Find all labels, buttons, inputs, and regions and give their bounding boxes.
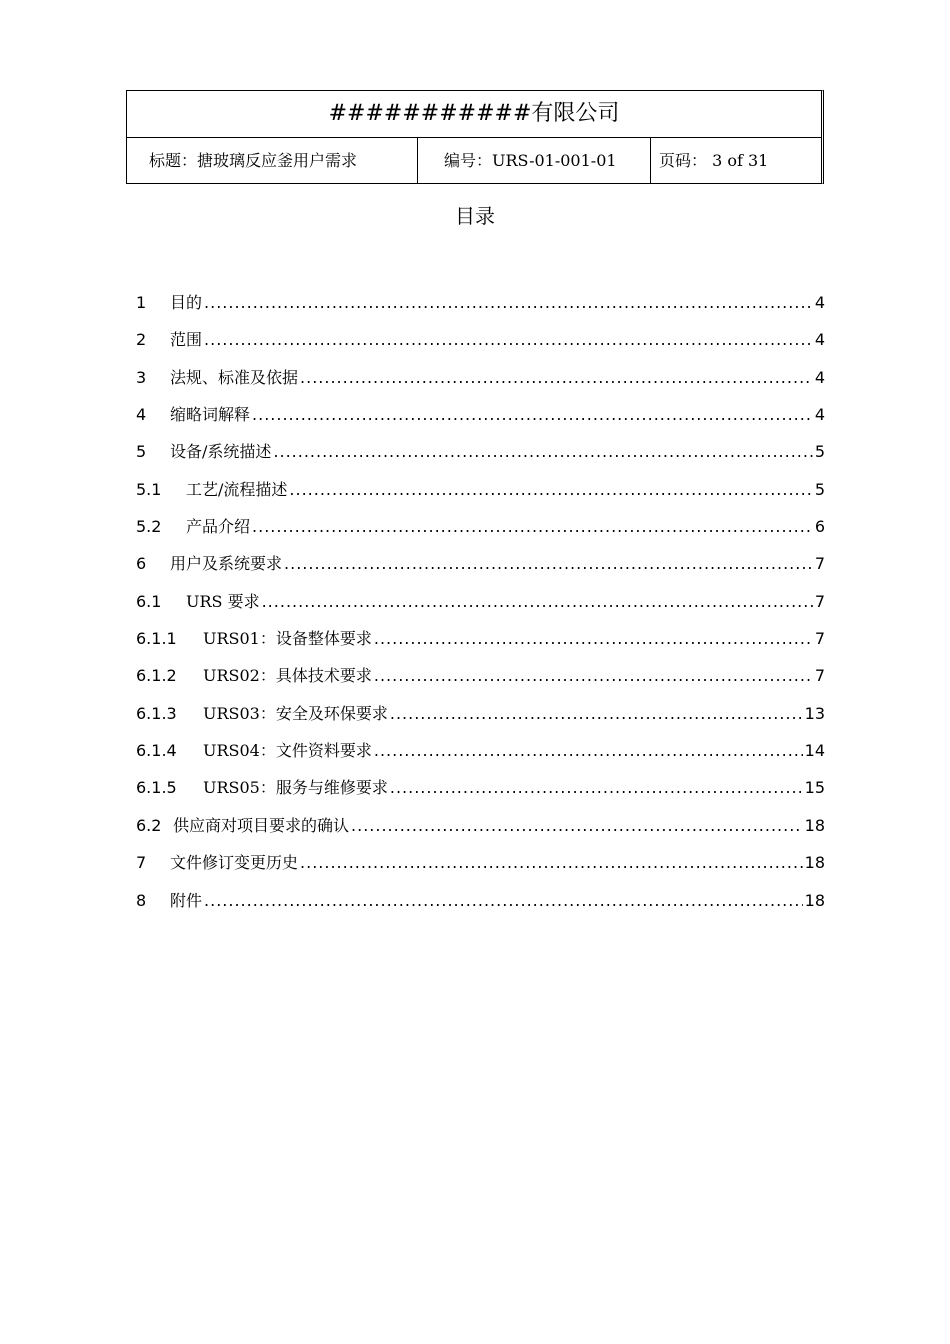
document-code: 编号：URS-01-001-01 bbox=[418, 138, 651, 184]
toc-entry-title: URS02：具体技术要求 bbox=[203, 666, 372, 686]
toc-leader-dots bbox=[262, 586, 813, 618]
toc-leader-dots bbox=[374, 623, 813, 655]
toc-entry-number: 8 bbox=[136, 890, 147, 910]
toc-entry-page: 7 bbox=[814, 666, 825, 686]
toc-entry-title: 供应商对项目要求的确认 bbox=[173, 815, 350, 835]
toc-entry-number: 6.1.5 bbox=[136, 778, 177, 798]
toc-leader-dots bbox=[300, 847, 803, 879]
toc-entry-number: 6.1.2 bbox=[136, 666, 177, 686]
toc-entry-title: 设备/系统描述 bbox=[170, 442, 272, 462]
toc-leader-dots bbox=[374, 660, 813, 692]
toc-leader-dots bbox=[204, 885, 803, 917]
toc-entry-title: 目的 bbox=[170, 293, 203, 312]
toc-entry-number: 6.1.3 bbox=[136, 703, 177, 723]
toc-entry-number: 5.1 bbox=[136, 479, 162, 499]
toc-entry-page: 5 bbox=[814, 442, 825, 462]
toc-entry-page: 18 bbox=[804, 890, 825, 910]
toc-entry-page: 4 bbox=[814, 367, 825, 387]
toc-entry-page: 18 bbox=[804, 853, 825, 873]
toc-entry-number: 1 bbox=[136, 293, 147, 312]
toc-entry[interactable] bbox=[136, 698, 825, 735]
toc-leader-dots bbox=[284, 548, 813, 580]
toc-leader-dots bbox=[204, 324, 813, 356]
toc-leader-dots bbox=[204, 287, 813, 319]
toc-entry-title: URS01：设备整体要求 bbox=[203, 629, 372, 649]
toc-entry-title: 缩略词解释 bbox=[170, 405, 251, 425]
toc-leader-dots bbox=[289, 474, 812, 506]
toc-heading: 目录 bbox=[455, 204, 495, 228]
toc-entry-page: 4 bbox=[814, 293, 825, 312]
company-name: ###########有限公司 bbox=[127, 91, 821, 138]
toc-leader-dots bbox=[374, 735, 803, 767]
toc-entry-number: 5 bbox=[136, 442, 147, 462]
toc-entry[interactable] bbox=[136, 623, 825, 660]
toc-entry-number: 3 bbox=[136, 367, 147, 387]
toc-entry[interactable] bbox=[136, 735, 825, 772]
toc-entry-number: 2 bbox=[136, 330, 147, 350]
toc-entry-title: URS05：服务与维修要求 bbox=[203, 778, 388, 798]
toc-entry-title: URS04：文件资料要求 bbox=[203, 741, 372, 761]
toc-entry[interactable] bbox=[136, 586, 825, 623]
toc-entry[interactable] bbox=[136, 511, 825, 548]
page-number: 页码： 3 of 31 bbox=[659, 151, 769, 170]
toc-entry-page: 7 bbox=[814, 554, 825, 574]
toc-entry[interactable] bbox=[136, 548, 825, 585]
toc-entry-number: 6.1.4 bbox=[136, 741, 177, 761]
toc-entry-title: 范围 bbox=[170, 330, 203, 350]
toc-entry[interactable] bbox=[136, 436, 825, 473]
toc-entry[interactable] bbox=[136, 885, 825, 922]
toc-entry-number: 6.1.1 bbox=[136, 629, 177, 649]
toc-leader-dots bbox=[252, 399, 813, 431]
toc-entry[interactable] bbox=[136, 772, 825, 809]
toc-entry-title: 法规、标准及依据 bbox=[170, 367, 299, 387]
toc-entry[interactable] bbox=[136, 810, 825, 847]
toc-entry-title: 文件修订变更历史 bbox=[170, 853, 299, 873]
toc-entry[interactable] bbox=[136, 362, 825, 399]
toc-entry[interactable] bbox=[136, 660, 825, 697]
toc-entry-title: 附件 bbox=[170, 890, 203, 910]
toc-entry-title: URS03：安全及环保要求 bbox=[203, 703, 388, 723]
toc-entry[interactable] bbox=[136, 399, 825, 436]
document-title: 标题：搪玻璃反应釜用户需求 bbox=[127, 138, 418, 184]
toc-entry-page: 4 bbox=[814, 405, 825, 425]
toc-entry-page: 15 bbox=[804, 778, 825, 798]
toc-leader-dots bbox=[252, 511, 813, 543]
table-of-contents bbox=[136, 287, 825, 922]
toc-entry-page: 7 bbox=[814, 629, 825, 649]
header-info-row bbox=[127, 138, 821, 184]
toc-entry-number: 4 bbox=[136, 405, 147, 425]
document-header-table bbox=[126, 90, 824, 184]
toc-entry[interactable] bbox=[136, 324, 825, 361]
toc-entry-title: 产品介绍 bbox=[186, 517, 251, 537]
toc-entry[interactable] bbox=[136, 847, 825, 884]
toc-entry-page: 4 bbox=[814, 330, 825, 350]
toc-leader-dots bbox=[390, 772, 803, 804]
toc-entry[interactable] bbox=[136, 287, 825, 324]
toc-entry-number: 5.2 bbox=[136, 517, 162, 537]
toc-entry-page: 18 bbox=[804, 815, 825, 835]
toc-entry-page: 6 bbox=[814, 517, 825, 537]
toc-leader-dots bbox=[273, 436, 812, 468]
toc-entry-number: 7 bbox=[136, 853, 147, 873]
toc-entry-title: 工艺/流程描述 bbox=[186, 479, 288, 499]
toc-entry-page: 14 bbox=[804, 741, 825, 761]
toc-entry-page: 13 bbox=[804, 703, 825, 723]
toc-entry-number: 6 bbox=[136, 554, 147, 574]
toc-leader-dots bbox=[300, 362, 813, 394]
toc-entry[interactable] bbox=[136, 474, 825, 511]
toc-entry-page: 7 bbox=[814, 591, 825, 611]
toc-leader-dots bbox=[390, 698, 803, 730]
toc-entry-title: 用户及系统要求 bbox=[170, 554, 283, 574]
toc-entry-title: URS 要求 bbox=[186, 591, 260, 611]
toc-entry-page: 5 bbox=[814, 479, 825, 499]
toc-entry-number: 6.1 bbox=[136, 591, 162, 611]
toc-leader-dots bbox=[351, 810, 803, 842]
toc-entry-number: 6.2 bbox=[136, 815, 162, 835]
